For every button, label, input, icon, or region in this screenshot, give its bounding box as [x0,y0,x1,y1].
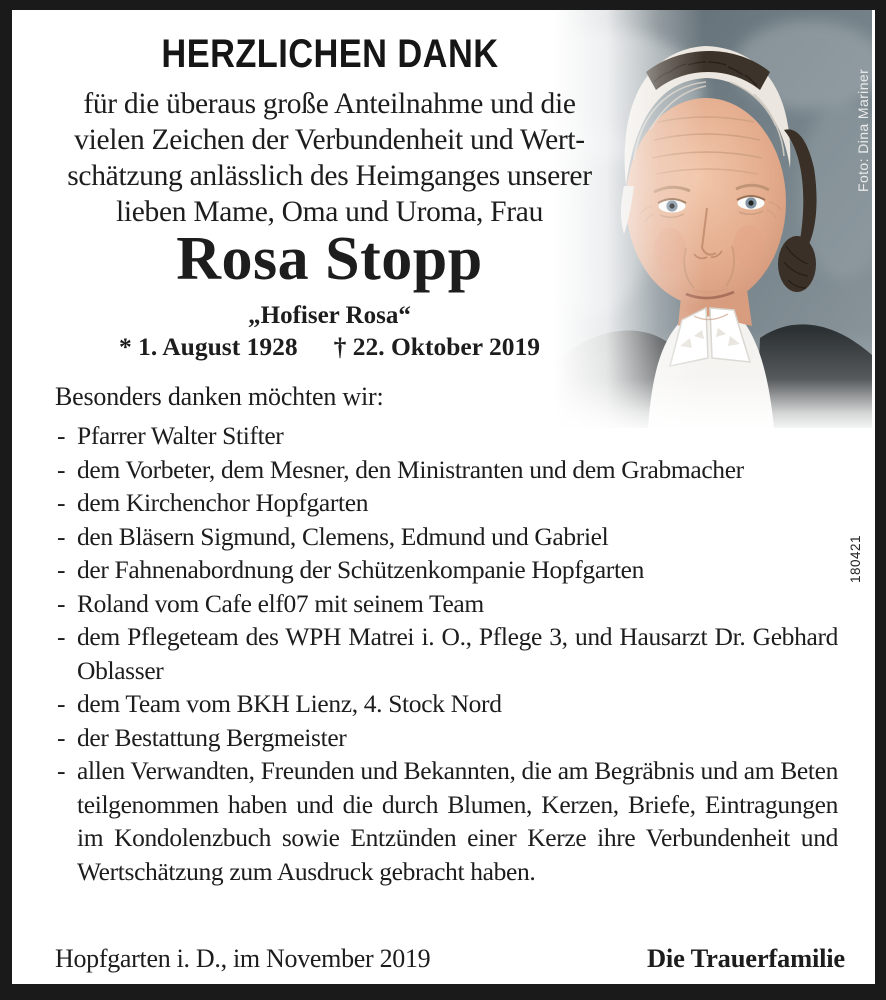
thanks-list-item: - Roland vom Cafe elf07 mit seinem Team [55,587,838,621]
thanks-list-item: - den Bläsern Sigmund, Clemens, Edmund und Gabriel [55,520,838,554]
ad-id-number: 180421 [848,534,863,584]
intro-line: für die überaus große Anteilnahme und die [83,88,576,120]
death-date: † 22. Oktober 2019 [333,332,540,361]
thanks-list-item: - allen Verwandten, Freunden und Bekannten, die am Begräbnis und am Beten teilgenommen haben und die durch Blumen, Kerzen, Briefe, Eintragungen im Kondolenzbuch sowie Entzünden einer Kerze ihre Verbundenheit und Wertschätzung zum Ausdruck gebracht haben. [55,754,838,888]
footer [55,943,845,974]
thanks-list-item: - dem Vorbeter, dem Mesner, den Ministranten und dem Grabmacher [55,453,838,487]
photo-credit: Foto: Dina Mariner [855,68,871,192]
birth-date: * 1. August 1928 [119,332,298,361]
thanks-list-item: - dem Kirchenchor Hopfgarten [55,486,838,520]
place-and-date: Hopfgarten i. D., im November 2019 [55,944,431,973]
intro-paragraph [52,86,607,230]
thanks-list-item: - dem Pflegeteam des WPH Matrei i. O., Pflege 3, und Hausarzt Dr. Gebhard Oblasser [55,620,838,687]
deceased-nickname: „Hofiser Rosa“ [248,302,411,329]
life-dates [52,332,607,362]
thanks-list [55,419,838,888]
thanks-list-item: - Pfarrer Walter Stifter [55,419,838,453]
thanks-section [55,382,838,888]
thanks-heading: Besonders danken möchten wir: [55,382,384,411]
deceased-name: Rosa Stopp [176,225,483,293]
notice-title-text: HERZLICHEN DANK [160,32,499,76]
intro-line: vielen Zeichen der Verbundenheit und Wert- [74,124,585,156]
paper-area [12,10,875,984]
thanks-list-item: - dem Team vom BKH Lienz, 4. Stock Nord [55,687,838,721]
thanks-list-item: - der Bestattung Bergmeister [55,721,838,755]
notice-title [52,32,607,77]
thanks-list-item: - der Fahnenabordnung der Schützenkompanie Hopfgarten [55,553,838,587]
mourning-family-signature: Die Trauerfamilie [647,943,845,973]
intro-line: lieben Mame, Oma und Uroma, Frau [115,196,544,228]
intro-line: schätzung anlässlich des Heimganges unserer [67,160,592,192]
